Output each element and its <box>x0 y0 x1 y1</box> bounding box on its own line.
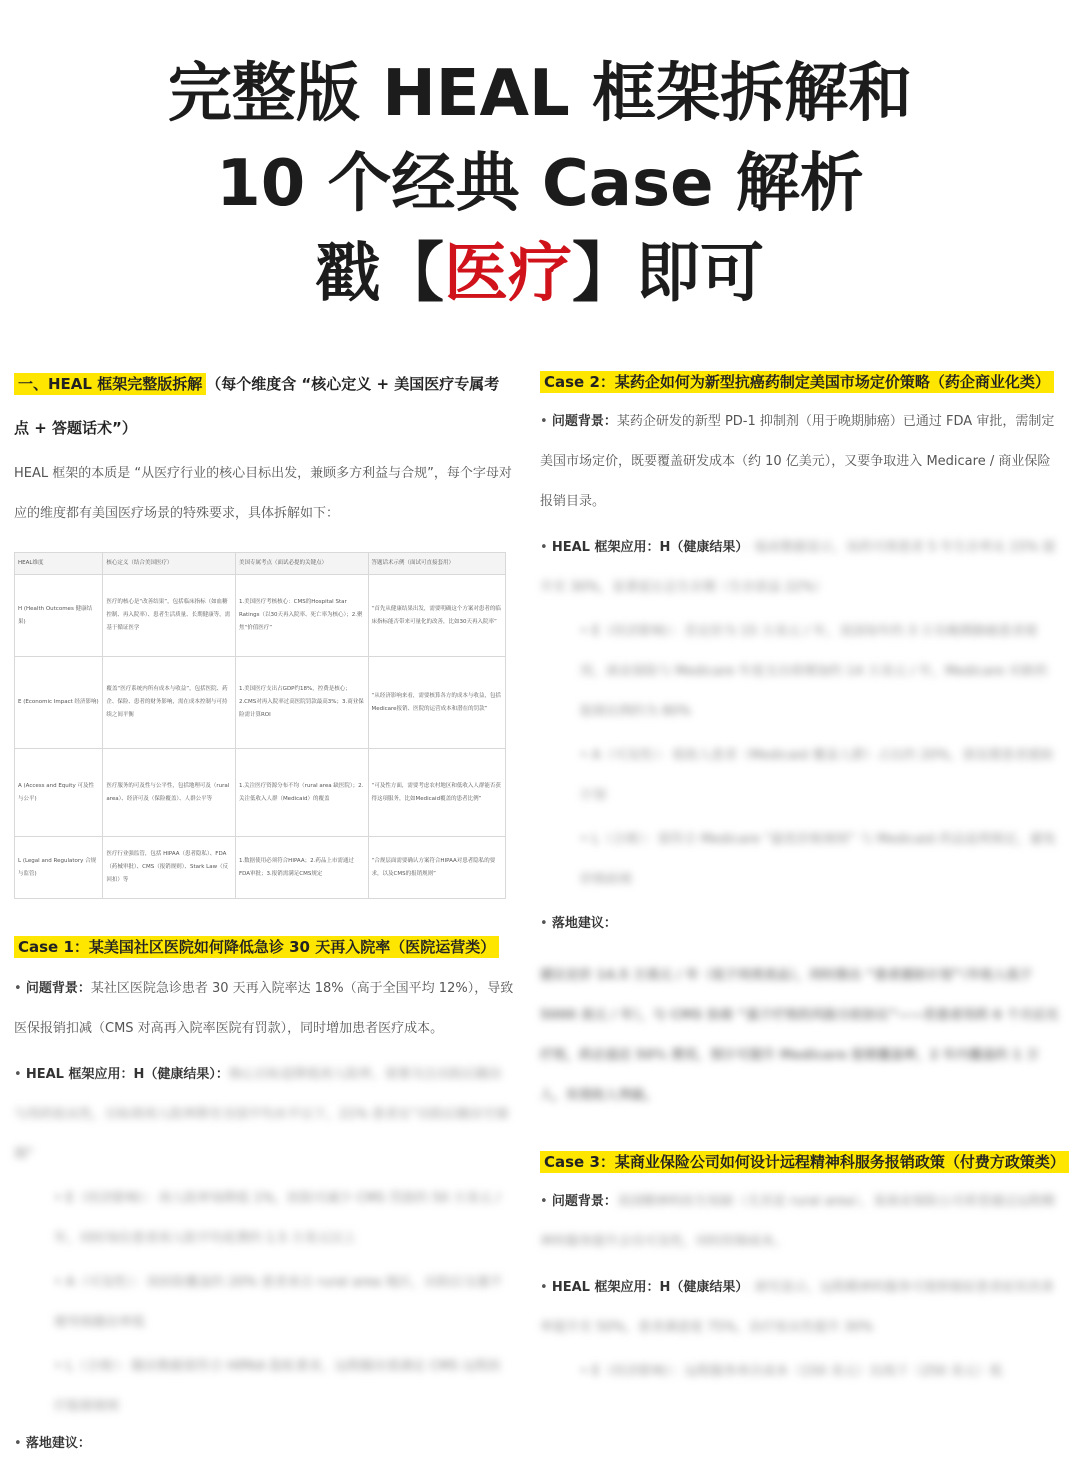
table-cell: “可及性方面，需要考虑农村地区和低收入人群能否获得这项服务，比如Medicaid覆盖的患者比例” <box>368 749 506 837</box>
table-header: 答题话术示例（面试可直接套用） <box>368 553 506 575</box>
case1-background-label: 问题背景： <box>25 981 91 997</box>
case3-background: • 问题背景：美国精神科医生短缺（尤其是 rural area），某商业保险公司希望通过远程精神科服务提升会员可及性，同时控制成本。 <box>540 1194 1056 1249</box>
case1-background: • 问题背景：某社区医院急诊患者 30 天再入院率达 18%（高于全国平均 12%），导致医保报销扣减（CMS 对高再入院率医院有罚款），同时增加患者医疗成本。 <box>14 981 514 1037</box>
section1-heading-rest: （每个维度含 “核心定义 + 美国医疗专属考点 + 答题话术”） <box>14 375 500 437</box>
section1-intro: HEAL 框架的本质是 “从医疗行业的核心目标出发，兼顾多方利益与合规”，每个字母对应的维度都有美国医疗场景的特殊要求，具体拆解如下： <box>14 466 512 521</box>
table-cell: A (Access and Equity 可及性与公平) <box>15 749 103 837</box>
case1-heading <box>14 935 514 959</box>
case2-background-label: 问题背景： <box>551 414 617 429</box>
table-cell: “合规层面需要确认方案符合HIPAA对患者隐私的要求，以及CMS的报销规则” <box>368 837 506 899</box>
case2-sub-e: • E（经济影响）：若定价为 15 万美元 / 年，美国每年约 3 万名晚期肺癌患者使用，商业保险与 Medicare 年度支出将增加约 14 万美元 / 年，Medicare 对新药报销比例约为 80% <box>580 624 1048 719</box>
table-cell: 1.数据使用必须符合HIPAA；2.药品上市需通过FDA审批；3.报销需满足CMS规定 <box>235 837 368 899</box>
section1-heading <box>14 362 514 450</box>
case3-heal-h: H（健康结果） <box>659 1280 742 1295</box>
table-cell: “从经济影响来看，需要核算各方的成本与收益，包括Medicare报销、医院的运营成本和潜在的罚款” <box>368 657 506 749</box>
case2-background: • 问题背景：某药企研发的新型 PD-1 抑制剂（用于晚期肺癌）已通过 FDA 审批，需制定美国市场定价，既要覆盖研发成本（约 10 亿美元），又要争取进入 Medicare / 商业保险报销目录。 <box>540 414 1055 509</box>
case2-sub-a-text: A（可及性）：低收入患者（Medicaid 覆盖人群）占比约 20%，需设置患者援助计划 <box>580 748 1054 803</box>
case2-heal-label: HEAL 框架应用： <box>551 540 660 555</box>
case2-sub-e-text: E（经济影响）：若定价为 15 万美元 / 年，美国每年约 3 万名晚期肺癌患者使用，商业保险与 Medicare 年度支出将增加约 14 万美元 / 年，Medicare 对新药报销比例约为 80% <box>580 624 1048 719</box>
table-cell: “首先从健康结果出发，需要明确这个方案对患者的临床指标能否带来可量化的改善，比如30天再入院率” <box>368 575 506 657</box>
table-header: HEAL维度 <box>15 553 103 575</box>
table-cell: 1.关注医疗资源分布不均（rural area 缺医院）；2.关注低收入人群（Medicaid）的覆盖 <box>235 749 368 837</box>
case3-background-label: 问题背景： <box>551 1194 617 1209</box>
case1-heal-h: H（健康结果）： <box>133 1067 229 1083</box>
case1-heal-label: HEAL 框架应用： <box>25 1067 134 1083</box>
left-column <box>14 362 514 1459</box>
case3-heal: • HEAL 框架应用：H（健康结果）：研究显示，远程精神科服务可使抑郁症患者症状改善率提升至 50%，患者满意度 75%，治疗依从性提升 30% <box>540 1280 1054 1335</box>
case2-sub-a: • A（可及性）：低收入患者（Medicaid 覆盖人群）占比约 20%，需设置患者援助计划 <box>580 748 1054 803</box>
table-cell: 覆盖“医疗系统内所有成本与收益”，包括医院、药企、保险、患者的财务影响，需在成本控制与可持续之间平衡 <box>103 657 236 749</box>
case1-sub-e: • E（经济影响）：再入院率每降低 1%，医院可减少 CMS 罚款约 50 万美元 / 年，同时每位患者再入院平均花费约 1.5 万美元以上 <box>54 1191 501 1247</box>
table-cell: L (Legal and Regulatory 合规与监管) <box>15 837 103 899</box>
case1-sub-a-text: A（可及性）：该医院覆盖约 20% 患者来自 rural area 地区，出院后交通不便导致随访率低 <box>54 1275 503 1331</box>
case3-heading-highlight: Case 3：某商业保险公司如何设计远程精神科服务报销政策（付费方政策类） <box>540 1151 1069 1173</box>
page-title-line3 <box>0 237 1080 311</box>
case1-background-text: 某社区医院急诊患者 30 天再入院率达 18%（高于全国平均 12%），导致医保报销扣减（CMS 对高再入院率医院有罚款），同时增加患者医疗成本。 <box>14 981 514 1037</box>
title-bracket-close: 】即可 <box>572 237 764 311</box>
case3-heal-h-text: ：研究显示，远程精神科服务可使抑郁症患者症状改善率提升至 50%，患者满意度 75%，治疗依从性提升 30% <box>540 1280 1054 1335</box>
case3-sub-e-text: E（经济影响）：远程服务单次成本（150 美元）比线下（250 美元）低 <box>591 1364 1003 1379</box>
case2-heading <box>540 362 1060 402</box>
table-header: 美国专属考点（面试必提的关键点） <box>235 553 368 575</box>
case2-sub-l: • L（合规）：需符合 Medicare “最优价格规则” 与 Medicaid 药品返利规定，避免价格歧视 <box>580 832 1056 887</box>
table-cell: 医疗的核心是“改善结果”，包括临床指标（如血糖控制、再入院率）、患者生活质量、长期健康等，需基于循证医学 <box>103 575 236 657</box>
case2-heal-h: H（健康结果） <box>659 540 742 555</box>
case1-landing: • 落地建议： <box>14 1436 91 1452</box>
case1-sub-l: • L（合规）：随访数据需符合 HIPAA 隐私要求，远程随访需满足 CMS 远程医疗报销规则 <box>54 1359 502 1415</box>
table-row <box>15 575 506 657</box>
case3-sub-e: • E（经济影响）：远程服务单次成本（150 美元）比线下（250 美元）低 <box>580 1364 1003 1379</box>
table-cell: E (Economic Impact 经济影响) <box>15 657 103 749</box>
table-cell: 1.美国医疗支出占GDP约18%，控费是核心；2.CMS对再入院率过高医院罚款最高3%；3.商业保险需计算ROI <box>235 657 368 749</box>
heal-table <box>14 552 506 899</box>
case1-heal-h-text: 核心目标是降低再入院率，需要关注出院后随访与用药依从性，目标将再入院率降至全国平均水平以下，21% 患者在“出院后随访空窗期” <box>14 1067 509 1163</box>
case3-heal-label: HEAL 框架应用： <box>551 1280 660 1295</box>
section1-heading-highlight: 一、HEAL 框架完整版拆解 <box>14 373 206 395</box>
case2-heal: • HEAL 框架应用：H（健康结果）：临床数据显示，该药可将患者 5 年生存率从 15% 提升至 30%，显著延长总生存期（生存获益 22%） <box>540 540 1056 595</box>
case1-sub-a: • A（可及性）：该医院覆盖约 20% 患者来自 rural area 地区，出院后交通不便导致随访率低 <box>54 1275 503 1331</box>
table-cell: 医疗服务的可及性与公平性，包括地理可及（rural area）、经济可及（保险覆盖）、人群公平等 <box>103 749 236 837</box>
title-bracket-open: 戳【 <box>316 237 444 311</box>
table-cell: 1.美国医疗考核核心：CMS的Hospital Star Ratings（以30天再入院率、死亡率为核心）；2.聚焦“价值医疗” <box>235 575 368 657</box>
title-keyword: 医疗 <box>444 237 572 311</box>
case3-background-text: 美国精神科医生短缺（尤其是 rural area），某商业保险公司希望通过远程精神科服务提升会员可及性，同时控制成本。 <box>540 1194 1056 1249</box>
case1-heading-highlight: Case 1：某美国社区医院如何降低急诊 30 天再入院率（医院运营类） <box>14 936 499 958</box>
table-header: 核心定义（结合美国医疗） <box>103 553 236 575</box>
case2-heading-highlight: Case 2：某药企如何为新型抗癌药制定美国市场定价策略（药企商业化类） <box>540 371 1054 393</box>
case2-sub-l-text: L（合规）：需符合 Medicare “最优价格规则” 与 Medicaid 药品返利规定，避免价格歧视 <box>580 832 1056 887</box>
case1-heal: • HEAL 框架应用：H（健康结果）：核心目标是降低再入院率，需要关注出院后随访与用药依从性，目标将再入院率降至全国平均水平以下，21% 患者在“出院后随访空窗期” <box>14 1067 509 1163</box>
right-column <box>540 362 1065 1392</box>
table-row <box>15 837 506 899</box>
case1-sub-e-text: E（经济影响）：再入院率每降低 1%，医院可减少 CMS 罚款约 50 万美元 / 年，同时每位患者再入院平均花费约 1.5 万美元以上 <box>54 1191 501 1247</box>
table-header-row <box>15 553 506 575</box>
case1-landing-label: 落地建议： <box>25 1436 91 1452</box>
case2-landing: • 落地建议： <box>540 916 617 931</box>
case2-landing-text: 建议定价 14.5 万美元 / 年（低于同类竞品），同时推出 “患者援助计划”（年收入低于 5000 美元 / 年），与 CMS 协商 “基于疗效的风险分担协议”——若患者用药 6 个月后无疗效，药企退还 50% 费用，预计可提升 Medicare 报销覆盖率，2 年内覆盖约 1 万人，实现收入突破。 <box>540 968 1059 1103</box>
case2-landing-label: 落地建议： <box>551 916 617 931</box>
case2-background-text: 某药企研发的新型 PD-1 抑制剂（用于晚期肺癌）已通过 FDA 审批，需制定美国市场定价，既要覆盖研发成本（约 10 亿美元），又要争取进入 Medicare / 商业保险报销目录。 <box>540 414 1055 509</box>
table-cell: 医疗行业强监管，包括 HIPAA（患者隐私）、FDA（药械审批）、CMS（报销规则）、Stark Law（反回扣）等 <box>103 837 236 899</box>
table-cell: H (Health Outcomes 健康结果) <box>15 575 103 657</box>
case1-sub-l-text: L（合规）：随访数据需符合 HIPAA 隐私要求，远程随访需满足 CMS 远程医疗报销规则 <box>54 1359 502 1415</box>
table-row <box>15 749 506 837</box>
case3-heading <box>540 1142 1065 1182</box>
case2-heal-h-text: ：临床数据显示，该药可将患者 5 年生存率从 15% 提升至 30%，显著延长总生存期（生存获益 22%） <box>540 540 1056 595</box>
page-title-line2: 10 个经典 Case 解析 <box>216 147 864 221</box>
table-row <box>15 657 506 749</box>
page-title-line1: 完整版 HEAL 框架拆解和 <box>167 57 913 131</box>
